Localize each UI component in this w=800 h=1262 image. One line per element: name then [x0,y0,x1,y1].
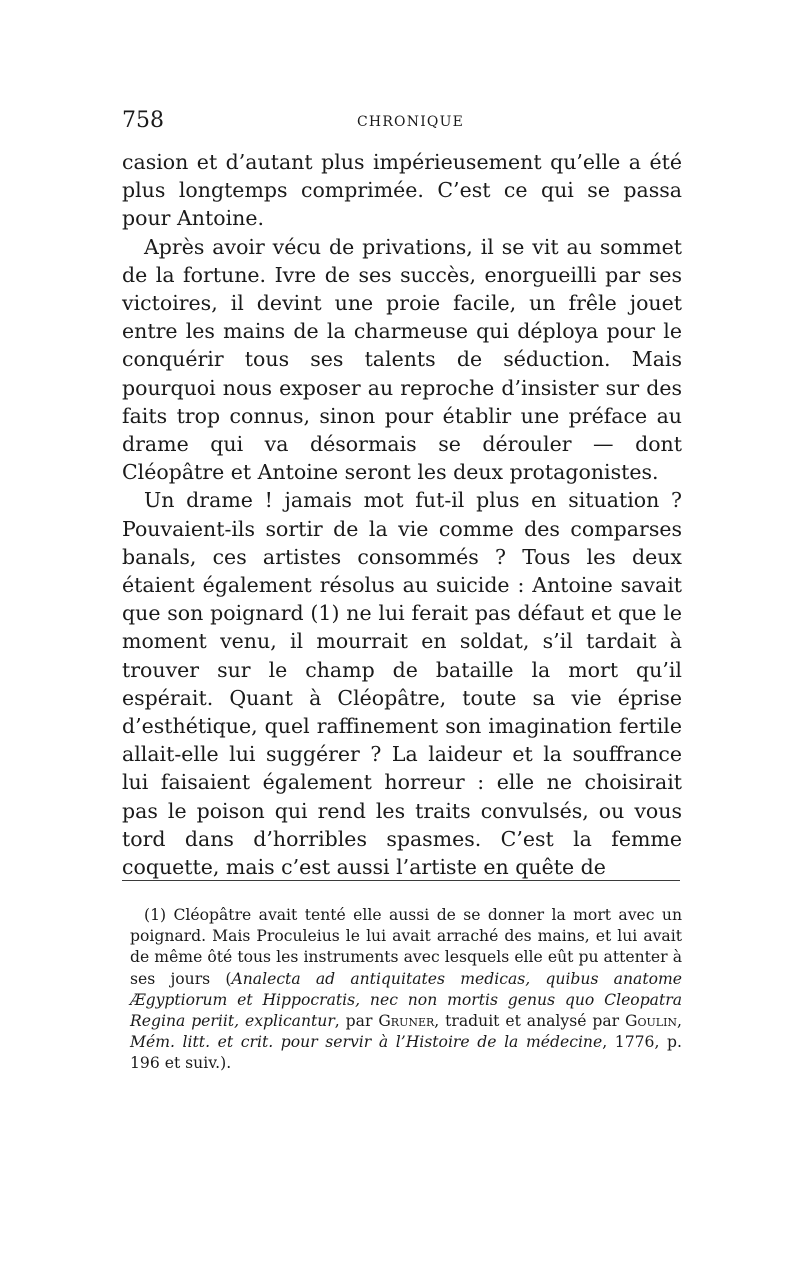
footnote-author: Goulin [625,1012,678,1031]
footnote-author: Gruner [378,1012,435,1031]
footnote-work-title: Mém. litt. et crit. pour servir à l’Histoire de la médecine [130,1033,603,1052]
footnote-text: , par [334,1012,379,1031]
footnote-text: , 1776, p. 196 et suiv.). [130,1033,682,1073]
main-text [122,148,682,881]
page-number: 758 [122,108,164,133]
footnote-marker: (1) [144,906,167,924]
footnote-rule [122,880,680,881]
paragraph: Un drame ! jamais mot fut-il plus en situation ? Pouvaient-ils sortir de la vie comme des comparses banals, ces artistes consommés ? Tous les deux étaient également résolus au suicide : Antoine savait que son poignard (1) ne lui ferait pas défaut et que le moment venu, il mourrait en soldat, s’il tardait à trouver sur le champ de bataille la mort qu’il espérait. Quant à Cléopâtre, toute sa vie éprise d’esthétique, quel raffinement son imagination fertile allait-elle lui suggérer ? La laideur et la souffrance lui faisaient également horreur : elle ne choisirait pas le poison qui rend les traits convulsés, ou vous tord dans d’horribles spasmes. C’est la femme coquette, mais c’est aussi l’artiste en quête de [122,488,682,880]
running-title: CHRONIQUE [357,114,465,130]
page-header [122,100,682,140]
footnote-latin-title: Analecta ad antiquitates medicas, quibus anatome Ægyptiorum et Hippocratis, nec non mortis genus quo Cleopatra Regina periit, explicantur [130,969,682,1031]
footnote [130,905,682,1075]
footnote-text: , traduit et analysé par [434,1012,626,1031]
paragraph-continuation: casion et d’autant plus impérieusement qu’elle a été plus longtemps comprimée. C’est ce qui se passa pour Antoine. [122,150,682,231]
paragraph: Après avoir vécu de privations, il se vit au sommet de la fortune. Ivre de ses succès, enorgueilli par ses victoires, il devint une proie facile, un frêle jouet entre les mains de la charmeuse qui déploya pour le conquérir tous ses talents de séduction. Mais pourquoi nous exposer au reproche d’insister sur des faits trop connus, sinon pour établir une préface au drame qui va désormais se dérouler — dont Cléopâtre et Antoine seront les deux protagonistes. [122,234,682,485]
footnote-text: Cléopâtre avait tenté elle aussi de se donner la mort avec un poignard. Mais Proculeius le lui avait arraché des mains, et lui avait de même ôté tous les instruments avec lesquels elle eût pu attenter à ses jours ( [130,906,682,988]
footnote-text: , [677,1012,683,1031]
